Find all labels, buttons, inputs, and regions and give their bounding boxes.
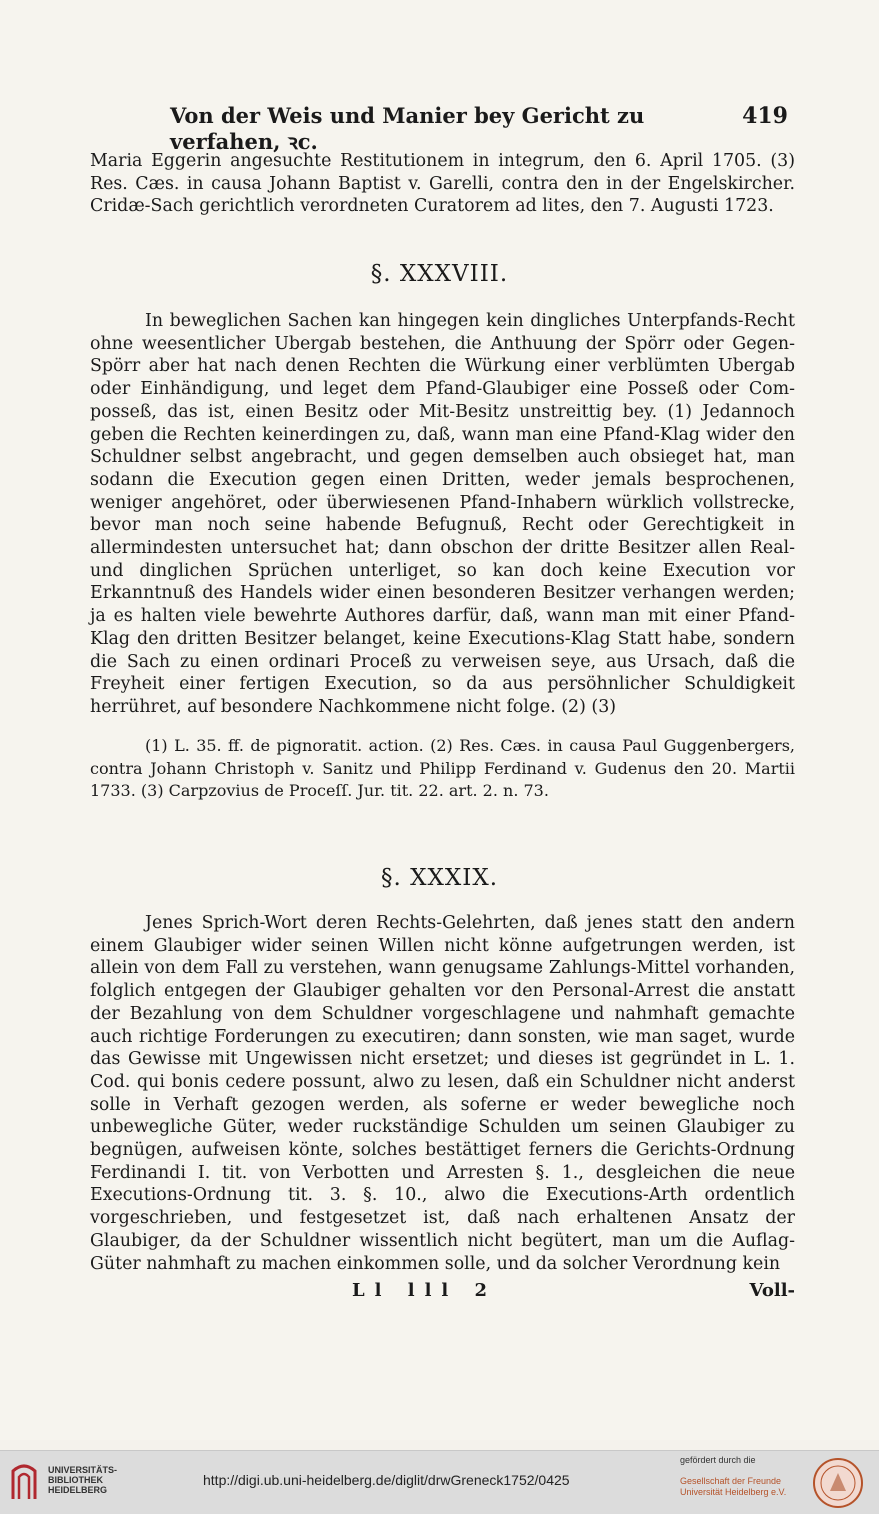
running-head xyxy=(170,103,788,156)
continuation-text xyxy=(90,150,795,218)
permalink-url[interactable]: http://digi.ub.uni-heidelberg.de/diglit/drwGreneck1752/0425 xyxy=(203,1472,570,1488)
continuation-paragraph: Maria Eggerin angesuchte Restitutionem in integrum, den 6. April 1705. (3) Res. Cæs. in causa Johann Baptist v. Garelli, contra den in der Engelskircher. Cridæ-Sach gerichtlich verordneten Curatorem ad lites, den 7. Augusti 1723. xyxy=(90,151,795,217)
running-head-title: Von der Weis und Manier bey Gericht zu verfahen, ꝛc. xyxy=(170,103,645,154)
section-38-body xyxy=(90,310,795,719)
viewer-footer xyxy=(0,1450,879,1514)
signature-mark: Ll lll 2 xyxy=(352,1280,498,1301)
section-heading-38: §. XXXVIII. xyxy=(370,261,509,287)
sponsor-credit: gefördert durch die Gesellschaft der Freunde Universität Heidelberg e.V. xyxy=(680,1455,787,1497)
section-39-body xyxy=(90,912,795,1275)
section-38-paragraph: In beweglichen Sachen kan hingegen kein dingliches Unterpfands-Recht ohne weesentlicher Ubergab bestehen, die Anthuung der Spörr oder Gegen-Spörr aber hat nach denen Rechten die Würkung einer verblümten Ubergab oder Einhändigung, und leget dem Pfand-Glaubiger eine Posseß oder Com-posseß, das ist, einen Besitz oder Mit-Besitz unstreittig bey. (1) Jedannoch geben die Rechten keinerdingen zu, daß, wann man eine Pfand-Klag wider den Schuldner selbst angebracht, und gegen demselben auch obsieget hat, man sodann die Execution gegen einen Dritten, weder jemals besprochenen, weniger angehöret, oder überwiesenen Pfand-Inhabern würklich vollstrecke, bevor man noch seine habende Befugnuß, Recht oder Gerechtigkeit in allermindesten untersuchet hat; dann obschon der dritte Besitzer allen Real- und dinglichen Sprüchen unterliget, so kan doch keine Execution vor Erkanntnuß des Handels wider einen besonderen Besitzer verhangen werden; ja es halten viele bewehrte Authores darfür, daß, wann man mit einer Pfand-Klag den dritten Besitzer belanget, keine Executions-Klag Statt habe, sondern die Sach zu einen ordinari Proceß zu verweisen seye, aus Ursach, daß die Freyheit einer fertigen Execution, so da aus persöhnlicher Schuldigkeit herrühret, auf besondere Nachkommene nicht folge. (2) (3) xyxy=(90,311,795,717)
section-39-paragraph: Jenes Sprich-Wort deren Rechts-Gelehrten, daß jenes statt den andern einem Glaubiger wider seinen Willen nicht könne aufgetrungen werden, ist allein von dem Fall zu verstehen, wann genugsame Zahlungs-Mittel vorhanden, folglich entgegen der Glaubiger gehalten vor den Personal-Arrest die anstatt der Bezahlung von dem Schuldner vorgeschlagene und nahmhaft gemachte auch richtige Forderungen zu executiren; dann sonsten, wie man saget, wurde das Gewisse mit Ungewissen nicht ersetzet; und dieses ist gegründet in L. 1. Cod. qui bonis cedere possunt, alwo zu lesen, daß ein Schuldner nicht anderst solle in Verhaft gezogen werden, als soferne er weder bewegliche noch unbewegliche Güter, weder ruckständige Schulden um seinen Glaubiger zu begnügen, aufweisen könte, solches bestättiget ferners die Gerichts-Ordnung Ferdinandi I. tit. von Verbotten und Arresten §. 1., desgleichen die neue Executions-Ordnung tit. 3. §. 10., alwo die Executions-Arth ordentlich vorgeschrieben, und festgesetzet ist, daß nach erhaltenen Ansatz der Glaubiger, da der Schuldner wissentlich nicht begütert, man um die Auflag-Güter nahmhaft zu machen einkommen solle, und da solcher Verordnung kein xyxy=(90,913,795,1274)
library-logo-icon xyxy=(9,1461,39,1501)
sponsor-name: Gesellschaft der Freunde Universität Heidelberg e.V. xyxy=(680,1476,787,1497)
catchword: Voll- xyxy=(749,1280,795,1301)
page-number: 419 xyxy=(742,103,788,129)
footnotes-text: (1) L. 35. ff. de pignoratit. action. (2) Res. Cæs. in causa Paul Guggenbergers, contra Johann Christoph v. Sanitz und Philipp Ferdinand v. Gudenus den 20. Martii 1733. (3) Carpzovius de Proceſſ. Jur. tit. 22. art. 2. n. 73. xyxy=(90,736,795,801)
university-seal-icon xyxy=(812,1457,864,1509)
footnotes xyxy=(90,735,795,803)
section-heading-39: §. XXXIX. xyxy=(380,865,498,891)
library-name: UNIVERSITÄTS- BIBLIOTHEK HEIDELBERG xyxy=(48,1465,118,1495)
